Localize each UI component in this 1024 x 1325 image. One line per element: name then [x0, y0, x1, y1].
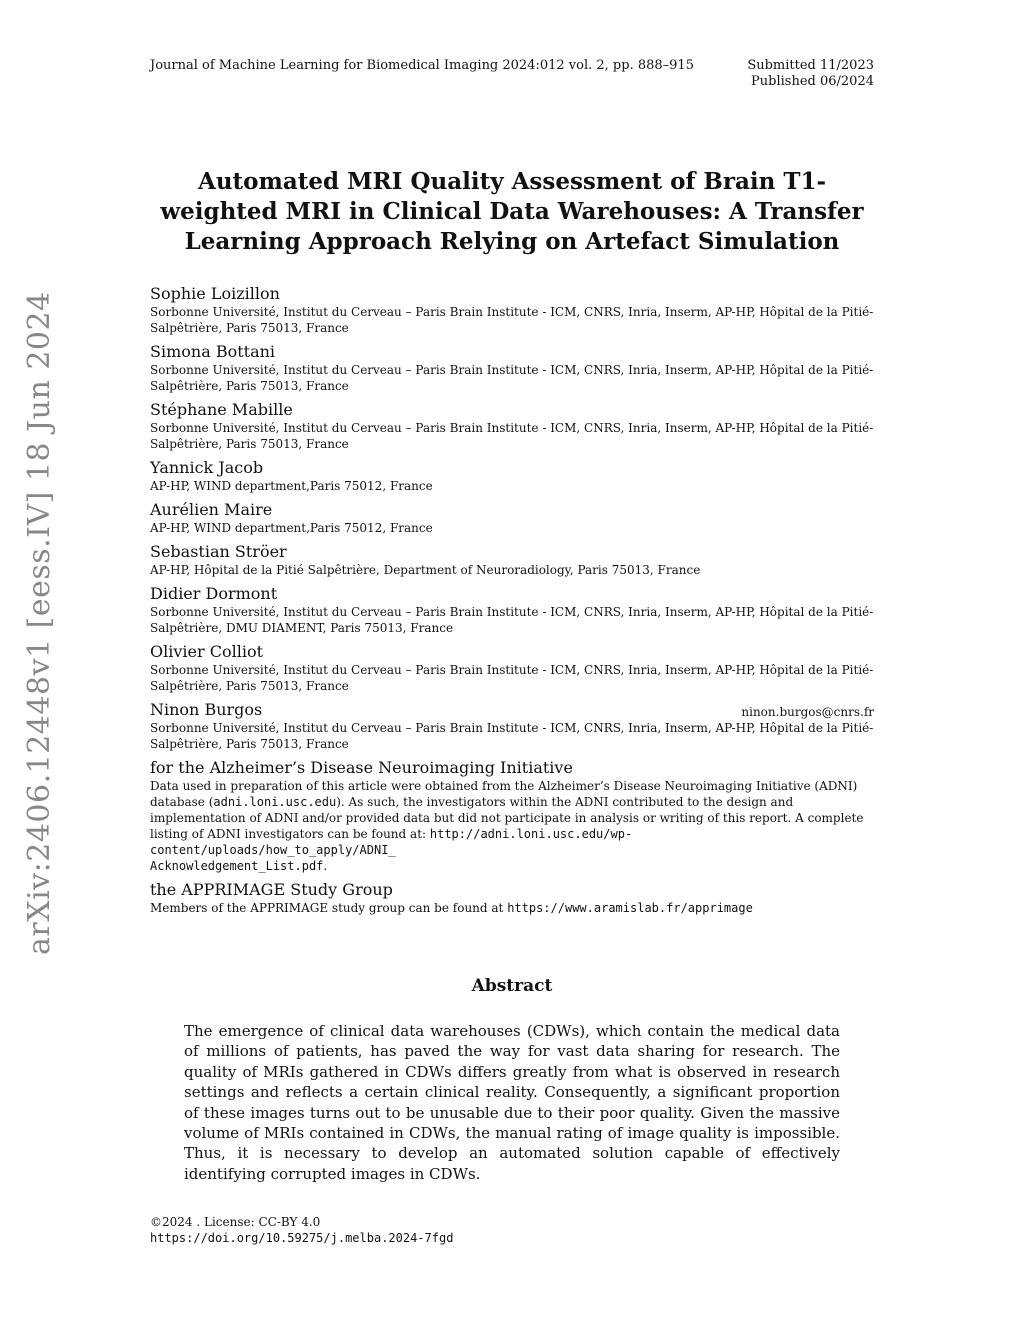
author-entry — [150, 584, 874, 636]
author-name: Yannick Jacob — [150, 458, 264, 477]
abstract-heading: Abstract — [471, 976, 553, 996]
adni-text-1: Data used in preparation of this article were obtained from the Alzheimer’s Disease Neuroimaging Initiative (ADNI) database ( — [150, 779, 858, 809]
apprimage-text: Members of the APPRIMAGE study group can be found at — [150, 901, 508, 915]
author-email[interactable]: ninon.burgos@cnrs.fr — [741, 705, 874, 719]
author-entry — [150, 342, 874, 394]
author-name: Olivier Colliot — [150, 642, 263, 661]
apprimage-group — [150, 880, 874, 916]
author-entry — [150, 642, 874, 694]
author-name: Didier Dormont — [150, 584, 278, 603]
author-name: Stéphane Mabille — [150, 400, 293, 419]
author-entry — [150, 500, 874, 536]
published-date: Published 06/2024 — [751, 74, 874, 89]
adni-group — [150, 758, 874, 874]
adni-name: for the Alzheimer’s Disease Neuroimaging Initiative — [150, 758, 573, 777]
adni-db-link[interactable]: adni.loni.usc.edu — [213, 795, 337, 809]
adni-note — [150, 778, 874, 874]
author-entry — [150, 284, 874, 336]
author-entry — [150, 700, 874, 752]
doi-link[interactable]: https://doi.org/10.59275/j.melba.2024-7fgd — [150, 1231, 454, 1245]
author-name: Sebastian Ströer — [150, 542, 287, 561]
submission-dates — [747, 58, 874, 90]
author-name: Ninon Burgos — [150, 700, 263, 719]
author-list — [150, 284, 874, 922]
author-name: Aurélien Maire — [150, 500, 273, 519]
author-affiliation: Sorbonne Université, Institut du Cerveau – Paris Brain Institute - ICM, CNRS, Inria, Inserm, AP-HP, Hôpital de la Pitié-Salpêtrière, DMU DIAMENT, Paris 75013, France — [150, 605, 874, 635]
author-affiliation: AP-HP, WIND department,Paris 75012, France — [150, 521, 433, 535]
author-name: Simona Bottani — [150, 342, 276, 361]
author-affiliation: AP-HP, WIND department,Paris 75012, France — [150, 479, 433, 493]
author-affiliation: Sorbonne Université, Institut du Cerveau – Paris Brain Institute - ICM, CNRS, Inria, Inserm, AP-HP, Hôpital de la Pitié-Salpêtrière, Paris 75013, France — [150, 721, 874, 751]
adni-list-link[interactable]: http://adni.loni.usc.edu/wp-content/uploads/how_to_apply/ADNI_ — [150, 827, 633, 857]
author-name-row — [150, 700, 874, 720]
adni-list-link-cont[interactable]: Acknowledgement_List.pdf — [150, 859, 324, 873]
author-affiliation: Sorbonne Université, Institut du Cerveau – Paris Brain Institute - ICM, CNRS, Inria, Inserm, AP-HP, Hôpital de la Pitié-Salpêtrière, Paris 75013, France — [150, 663, 874, 693]
apprimage-link[interactable]: https://www.aramislab.fr/apprimage — [507, 901, 753, 915]
paper-title: Automated MRI Quality Assessment of Brain T1-weighted MRI in Clinical Data Warehouses: A Transfer Learning Approach Relying on Artefact Simulation — [160, 168, 864, 255]
apprimage-name: the APPRIMAGE Study Group — [150, 880, 393, 899]
adni-text-3: . — [323, 859, 328, 873]
license-line: ©2024 . License: CC-BY 4.0 — [150, 1215, 321, 1229]
author-affiliation: Sorbonne Université, Institut du Cerveau – Paris Brain Institute - ICM, CNRS, Inria, Inserm, AP-HP, Hôpital de la Pitié-Salpêtrière, Paris 75013, France — [150, 305, 874, 335]
arxiv-stamp — [18, 291, 58, 960]
apprimage-note — [150, 900, 874, 916]
author-entry — [150, 400, 874, 452]
adni-text-2: ). As such, the investigators within the ADNI contributed to the design and implementation of ADNI and/or provided data but did not participate in analysis or writing of this report. A complete listing of ADNI investigators can be found at: — [150, 795, 864, 841]
author-affiliation: Sorbonne Université, Institut du Cerveau – Paris Brain Institute - ICM, CNRS, Inria, Inserm, AP-HP, Hôpital de la Pitié-Salpêtrière, Paris 75013, France — [150, 421, 874, 451]
footer — [150, 1214, 453, 1246]
author-entry — [150, 542, 874, 578]
submitted-date: Submitted 11/2023 — [747, 58, 874, 73]
author-affiliation: Sorbonne Université, Institut du Cerveau – Paris Brain Institute - ICM, CNRS, Inria, Inserm, AP-HP, Hôpital de la Pitié-Salpêtrière, Paris 75013, France — [150, 363, 874, 393]
author-affiliation: AP-HP, Hôpital de la Pitié Salpêtrière, Department of Neuroradiology, Paris 75013, France — [150, 563, 701, 577]
journal-citation: Journal of Machine Learning for Biomedical Imaging 2024:012 vol. 2, pp. 888–915 — [150, 58, 694, 73]
author-name: Sophie Loizillon — [150, 284, 280, 303]
arxiv-stamp-text: arXiv:2406.12448v1 [eess.IV] 18 Jun 2024 — [22, 291, 57, 955]
abstract-body: The emergence of clinical data warehouses (CDWs), which contain the medical data of millions of patients, has paved the way for vast data sharing for research. The quality of MRIs gathered in CDWs differs greatly from what is observed in research settings and reflects a certain clinical reality. Consequently, a significant proportion of these images turns out to be unusable due to their poor quality. Given the massive volume of MRIs contained in CDWs, the manual rating of image quality is impossible. Thus, it is necessary to develop an automated solution capable of effectively identifying corrupted images in CDWs. — [184, 1022, 840, 1183]
author-entry — [150, 458, 874, 494]
